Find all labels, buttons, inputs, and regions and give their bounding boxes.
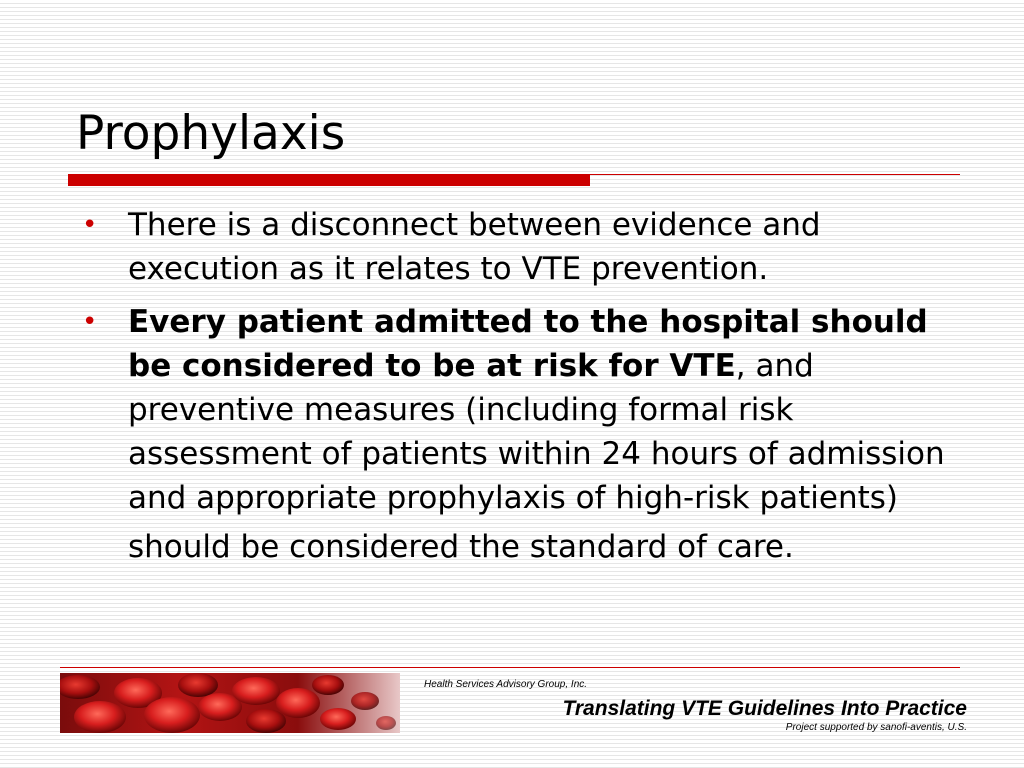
- footer-program-title: Translating VTE Guidelines Into Practice: [562, 697, 967, 720]
- bullet-1-text: There is a disconnect between evidence and execution as it relates to VTE prevention.: [128, 207, 821, 287]
- footer-divider: [60, 667, 960, 668]
- bullet-dot-icon: •: [82, 210, 98, 240]
- bullet-item-2: [72, 300, 962, 569]
- bullet-2-bold-text: Every patient admitted to the hospital should be considered to be at risk for VTE: [128, 304, 928, 384]
- footer-support-note: Project supported by sanofi-aventis, U.S.: [785, 722, 967, 733]
- bullet-2-text: , and preventive measures (including formal risk assessment of patients within 24 hours of admission and appropriate prophylaxis of high-risk patients) should be: [128, 348, 945, 565]
- slide-title: Prophylaxis: [76, 106, 346, 161]
- bullet-list: [72, 203, 962, 578]
- footer-text-block: [416, 678, 967, 738]
- bullet-item-1: [72, 203, 962, 291]
- red-blood-cells-image: [60, 673, 400, 733]
- bullet-dot-icon: •: [82, 307, 98, 337]
- title-divider-thick: [68, 175, 590, 186]
- footer-organization: Health Services Advisory Group, Inc.: [424, 679, 588, 690]
- bullet-2-last-line: considered the standard of care.: [289, 529, 794, 565]
